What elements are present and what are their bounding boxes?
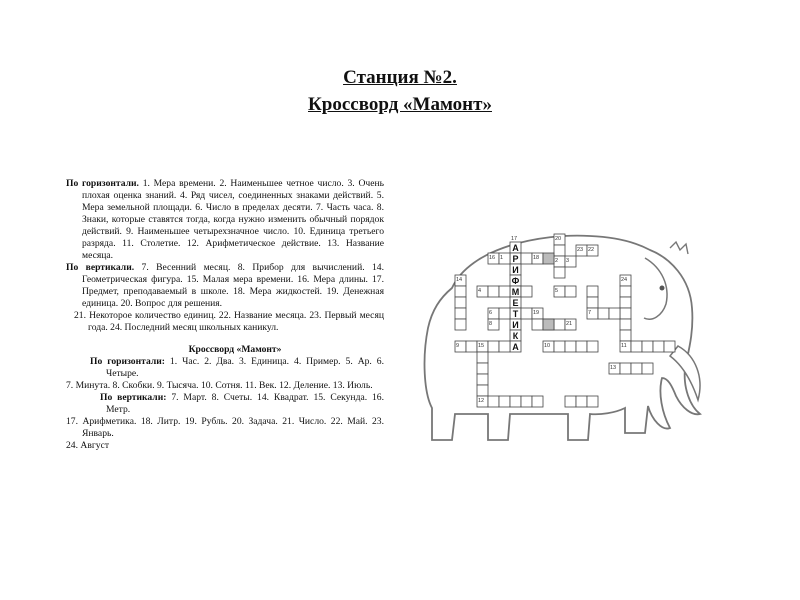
cell-number: 22 (588, 247, 595, 253)
answer-letter: А (512, 342, 519, 352)
cell-number: 23 (577, 247, 584, 253)
answer-letter: А (512, 243, 519, 253)
answers-vertical-last: 24. Август (66, 440, 110, 451)
shaded-cells (543, 253, 554, 330)
cell-number: 5 (555, 288, 559, 294)
answers-horizontal-heading: По горизонтали: (90, 356, 165, 367)
vertical-heading: По вертикали. (66, 262, 135, 273)
cell-number: 3 (566, 258, 570, 264)
answers-horizontal (66, 356, 384, 380)
cell-number: 2 (555, 258, 559, 264)
cell-number: 1 (500, 255, 504, 261)
answers-vertical-text: 7. Март. 8. Счеты. 14. Квадрат. 15. Секунда. 16. Метр. (106, 392, 384, 415)
mammoth-eye (660, 286, 665, 291)
cell-number: 6 (489, 310, 493, 316)
cell-number: 14 (456, 277, 463, 283)
answers-title: Кроссворд «Мамонт» (188, 344, 282, 355)
answer-letter: И (512, 320, 519, 330)
cell-number: 20 (555, 236, 562, 242)
cell-number: 9 (456, 343, 460, 349)
answer-letter: Ф (511, 276, 520, 286)
answer-letter: И (512, 265, 519, 275)
cell-number: 18 (533, 255, 540, 261)
answers-vertical (66, 392, 384, 416)
cell-number: 10 (544, 343, 551, 349)
answer-letter: М (511, 287, 520, 297)
answer-letter: Е (512, 298, 519, 308)
cell-number: 11 (621, 343, 627, 349)
cell-number: 24 (621, 277, 628, 283)
questions-text (66, 178, 384, 452)
cell-number: 15 (478, 343, 485, 349)
cell-number: 21 (566, 321, 573, 327)
crossword-grid (455, 234, 675, 407)
cell-number: 17 (511, 236, 518, 242)
cell-number: 16 (489, 255, 496, 261)
horizontal-text: 1. Мера времени. 2. Наименьшее четное число. 3. Очень плохая оценка знаний. 4. Ряд чисел, соединенных знаками действий. 5. Мера земельной площади. 6. Число в пределах десяти. 7. Часть часа. 8. Знаки, которые ставятся тогда, когда нужно изменить обычный порядок действий. 9. Наименьшее четырехзначное число. 10. Единица третьего разряда. 11. Столетие. 12. Арифметическое действие. 13. Название месяца. (82, 178, 384, 261)
vertical-questions (66, 262, 384, 310)
answers-vertical-cont: 17. Арифметика. 18. Литр. 19. Рубль. 20. Задача. 21. Число. 22. Май. 23. Январь. (66, 416, 384, 439)
answers-vertical-heading: По вертикали: (100, 392, 167, 403)
horizontal-questions (66, 178, 384, 262)
cell-number: 7 (588, 310, 592, 316)
cell-number: 13 (610, 365, 617, 371)
horizontal-heading: По горизонтали. (66, 178, 139, 189)
cell-number: 8 (489, 321, 493, 327)
cell-number: 19 (533, 310, 540, 316)
answers-horizontal-text: 1. Час. 2. Два. 3. Единица. 4. Пример. 5. Ар. 6. Четыре. (106, 356, 384, 379)
cell-number: 12 (478, 398, 485, 404)
answer-letter: Р (512, 254, 519, 264)
answer-letter: К (512, 331, 519, 341)
answer-letter: Т (512, 309, 519, 319)
page-title (0, 64, 800, 118)
vertical-questions-cont: 21. Некоторое количество единиц. 22. Название месяца. 23. Первый месяц года. 24. Последний месяц школьных каникул. (74, 310, 384, 333)
mammoth-crossword (400, 228, 710, 478)
answers-horizontal-cont: 7. Минута. 8. Скобки. 9. Тысяча. 10. Сотня. 11. Век. 12. Деление. 13. Июль. (66, 380, 373, 391)
vertical-text: 7. Весенний месяц. 8. Прибор для вычислений. 14. Геометрическая фигура. 15. Малая мера времени. 16. Мера длины. 17. Предмет, преподаваемый в школе. 18. Мера жидкостей. 19. Денежная единица. 20. Вопрос для решения. (82, 262, 384, 309)
station-title: Станция №2. (343, 67, 457, 88)
cell-number: 4 (478, 288, 482, 294)
mammoth-hair (670, 242, 688, 254)
crossword-title: Кроссворд «Мамонт» (308, 94, 492, 115)
